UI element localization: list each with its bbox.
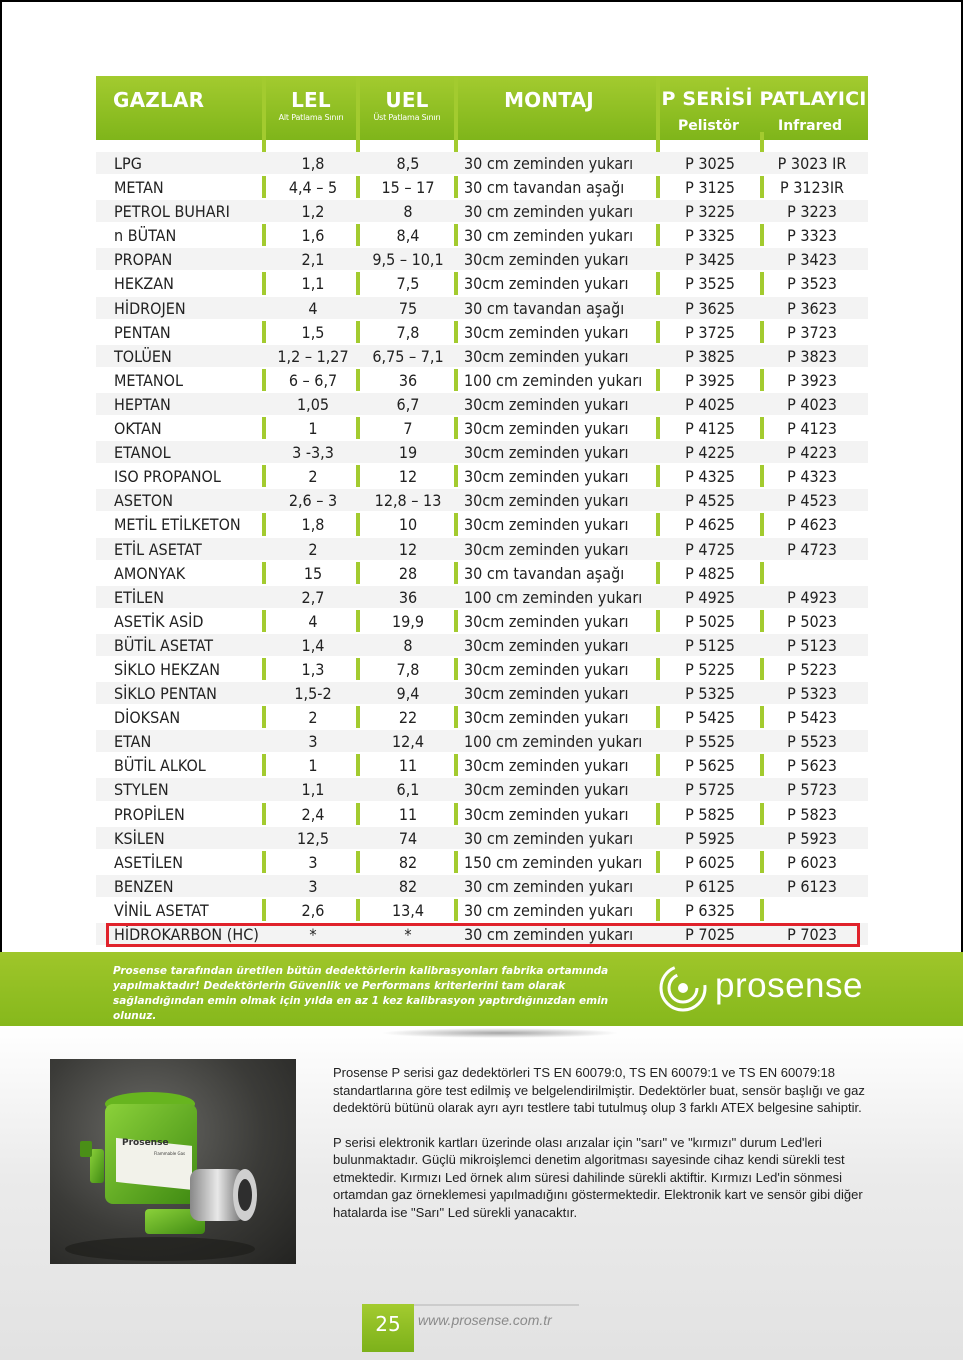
- cell-uel: 19,9: [391, 611, 425, 631]
- header-lel: [266, 76, 356, 140]
- cell-infrared: P 4923: [787, 587, 837, 607]
- cell-pelistor: P 4825: [685, 563, 735, 583]
- cell-pelistor: P 4525: [685, 491, 735, 511]
- cell-infrared: P 3323: [787, 226, 837, 246]
- table-row: [96, 634, 868, 658]
- cell-gas: ASETİK ASİD: [114, 611, 204, 631]
- cell-lel: 1,5: [301, 322, 325, 342]
- cell-lel: 3 -3,3: [292, 443, 334, 463]
- cell-infrared: P 4623: [787, 515, 837, 535]
- cell-lel: 2,6 – 3: [288, 491, 338, 511]
- cell-montaj: 30cm zeminden yukarı: [464, 659, 629, 679]
- cell-uel: 12,8 – 13: [374, 491, 442, 511]
- table-row: [96, 754, 868, 778]
- table-row: [96, 778, 868, 802]
- cell-uel: 82: [398, 876, 418, 896]
- cell-montaj: 30cm zeminden yukarı: [464, 539, 629, 559]
- cell-lel: 1,6: [301, 226, 325, 246]
- cell-montaj: 30cm zeminden yukarı: [464, 346, 629, 366]
- cell-infrared: P 4523: [787, 491, 837, 511]
- cell-montaj: 30 cm zeminden yukarı: [464, 154, 634, 173]
- cell-pelistor: P 4325: [685, 467, 735, 487]
- cell-montaj: 30cm zeminden yukarı: [464, 274, 629, 294]
- table-row: [96, 393, 868, 417]
- cell-gas: PROPİLEN: [114, 804, 185, 824]
- header-gazlar-label: GAZLAR: [113, 88, 205, 112]
- cell-lel: 2,4: [301, 804, 325, 824]
- cell-gas: BÜTİL ASETAT: [114, 635, 214, 655]
- cell-infrared: P 5123: [787, 635, 837, 655]
- table-row: [96, 875, 868, 899]
- cell-uel: *: [404, 925, 412, 944]
- table-row: [96, 369, 868, 393]
- cell-gas: METANOL: [114, 370, 184, 390]
- table-row: [96, 658, 868, 682]
- cell-montaj: 30cm zeminden yukarı: [464, 419, 629, 439]
- table-row: [96, 706, 868, 730]
- cell-pelistor: P 3925: [685, 370, 735, 390]
- cell-uel: 8: [403, 202, 413, 222]
- highlight-box: [106, 923, 860, 947]
- website-url[interactable]: www.prosense.com.tr: [418, 1312, 552, 1328]
- cell-infrared: P 5023: [787, 611, 837, 631]
- gas-table: [96, 76, 868, 944]
- cell-uel: 28: [398, 563, 418, 583]
- cell-pelistor: P 6025: [685, 852, 735, 872]
- cell-pelistor: P 5425: [685, 708, 735, 728]
- cell-infrared: P 3623: [787, 298, 837, 318]
- cell-lel: 4: [308, 611, 318, 631]
- cell-lel: 1,2: [301, 202, 325, 222]
- cell-infrared: P 4723: [787, 539, 837, 559]
- table-row: [96, 827, 868, 851]
- cell-gas: HEPTAN: [114, 394, 171, 414]
- cell-lel: 1,1: [301, 780, 325, 800]
- cell-infrared: P 4123: [787, 419, 837, 439]
- cell-infrared: P 3723: [787, 322, 837, 342]
- table-row: [96, 562, 868, 586]
- cell-gas: AMONYAK: [114, 563, 186, 583]
- cell-lel: 2: [308, 708, 318, 728]
- cell-pelistor: P 7025: [685, 925, 735, 944]
- cell-uel: 6,7: [396, 394, 420, 414]
- cell-uel: 22: [398, 708, 418, 728]
- cell-lel: 1,05: [296, 394, 330, 414]
- table-row: [96, 345, 868, 369]
- prosense-logo-icon: [655, 960, 713, 1016]
- cell-infrared: P 4323: [787, 467, 837, 487]
- cell-pelistor: P 5225: [685, 659, 735, 679]
- cell-pelistor: P 4125: [685, 419, 735, 439]
- cell-gas: ASETİLEN: [114, 852, 183, 872]
- cell-lel: 1,2 – 1,27: [277, 346, 349, 366]
- description-paragraph-2: P serisi elektronik kartları üzerinde olası arızalar için "sarı" ve "kırmızı" durum Led'leri bulunmaktadır. Güçlü mikroişlemci denetim algoritması sayesinde cihaz kendi sürekli test etmektedir. Kırmızı Led örnek alım süresi dahilinde sürekli aktiftir. Kırmızı Led'in sönmesi ortamdan gaz örneklemesi yapılmadığını göstermektedir. Elektronik kart ve sensör gibi diğer hatalarda ise "Sarı" Led sürekli yanacaktır.: [333, 1134, 863, 1220]
- product-description: [333, 1064, 893, 1238]
- cell-pelistor: P 3725: [685, 322, 735, 342]
- cell-lel: 15: [303, 563, 323, 583]
- cell-uel: 7,5: [396, 274, 420, 294]
- cell-montaj: 30cm zeminden yukarı: [464, 708, 629, 728]
- header-uel-label: UEL: [385, 88, 429, 112]
- cell-infrared: P 6123: [787, 876, 837, 896]
- product-photo: [50, 1059, 296, 1264]
- cell-lel: 3: [308, 732, 318, 752]
- cell-infrared: [762, 899, 862, 923]
- cell-pelistor: P 5125: [685, 635, 735, 655]
- cell-uel: 82: [398, 852, 418, 872]
- table-row: [96, 803, 868, 827]
- cell-lel: 2,7: [301, 587, 325, 607]
- cell-montaj: 30cm zeminden yukarı: [464, 756, 629, 776]
- cell-montaj: 30 cm tavandan aşağı: [464, 178, 625, 198]
- header-lel-label: LEL: [291, 88, 331, 112]
- cell-lel: 3: [308, 852, 318, 872]
- cell-montaj: 30cm zeminden yukarı: [464, 250, 629, 270]
- table-row: [96, 465, 868, 489]
- cell-gas: VİNİL ASETAT: [114, 900, 209, 920]
- cell-gas: METAN: [114, 178, 164, 198]
- cell-montaj: 30 cm zeminden yukarı: [464, 876, 634, 896]
- cell-lel: 1,1: [301, 274, 325, 294]
- table-row: [96, 272, 868, 296]
- cell-montaj: 30 cm zeminden yukarı: [464, 828, 634, 848]
- table-row: [96, 321, 868, 345]
- header-montaj: [458, 76, 656, 140]
- cell-lel: 4: [308, 298, 318, 318]
- cell-pelistor: P 3525: [685, 274, 735, 294]
- cell-gas: SİKLO HEKZAN: [114, 659, 220, 679]
- header-p-series-label: P SERİSİ PATLAYICI: [661, 88, 867, 110]
- cell-uel: 36: [398, 587, 418, 607]
- cell-lel: 12,5: [296, 828, 330, 848]
- cell-uel: 36: [398, 370, 418, 390]
- cell-gas: BENZEN: [114, 876, 174, 896]
- cell-montaj: 30cm zeminden yukarı: [464, 635, 629, 655]
- calibration-banner: [0, 952, 963, 1026]
- cell-uel: 6,75 – 7,1: [372, 346, 444, 366]
- header-pelistor: Pelistör: [678, 118, 739, 134]
- cell-gas: PENTAN: [114, 322, 171, 342]
- cell-montaj: 30 cm tavandan aşağı: [464, 563, 625, 583]
- cell-pelistor: P 5325: [685, 684, 735, 704]
- header-uel: [360, 76, 454, 140]
- cell-infrared: P 5823: [787, 804, 837, 824]
- cell-pelistor: P 3425: [685, 250, 735, 270]
- table-row: [96, 513, 868, 537]
- description-paragraph-1: Prosense P serisi gaz dedektörleri TS EN 60079:0, TS EN 60079:1 ve TS EN 60079:18 standartlarına göre test edilmiş ve belgelendirilmiştir. Dedektörler buat, sensör başlığı ve gaz dedektörü bütünü olarak ayrı ayrı testlere tabi tutulmuş olup 3 farklı ATEX belgesine sahiptir.: [333, 1065, 865, 1115]
- cell-gas: LPG: [114, 154, 142, 173]
- cell-uel: 8,4: [396, 226, 420, 246]
- cell-montaj: 30 cm zeminden yukarı: [464, 900, 634, 920]
- table-row: [96, 297, 868, 321]
- cell-pelistor: P 3025: [685, 154, 735, 173]
- cell-uel: 74: [398, 828, 418, 848]
- section-shadow: [380, 1028, 620, 1038]
- cell-gas: METİL ETİLKETON: [114, 515, 241, 535]
- cell-pelistor: P 3825: [685, 346, 735, 366]
- cell-lel: *: [309, 925, 317, 944]
- cell-uel: 11: [398, 804, 418, 824]
- cell-uel: 12: [398, 467, 418, 487]
- cell-uel: 12: [398, 539, 418, 559]
- cell-infrared: P 3823: [787, 346, 837, 366]
- cell-uel: 10: [398, 515, 418, 535]
- cell-montaj: 150 cm zeminden yukarı: [464, 852, 643, 872]
- cell-lel: 2,6: [301, 900, 325, 920]
- cell-pelistor: P 3125: [685, 178, 735, 198]
- table-row: [96, 489, 868, 513]
- cell-pelistor: P 4925: [685, 587, 735, 607]
- cell-infrared: P 6023: [787, 852, 837, 872]
- cell-gas: ASETON: [114, 491, 173, 511]
- cell-uel: 19: [398, 443, 418, 463]
- table-row: [96, 441, 868, 465]
- cell-gas: OKTAN: [114, 419, 162, 439]
- cell-pelistor: P 5725: [685, 780, 735, 800]
- cell-montaj: 30cm zeminden yukarı: [464, 322, 629, 342]
- cell-pelistor: P 4725: [685, 539, 735, 559]
- table-row: [96, 248, 868, 272]
- cell-gas: HİDROJEN: [114, 298, 186, 318]
- cell-uel: 6,1: [396, 780, 420, 800]
- cell-montaj: 100 cm zeminden yukarı: [464, 587, 643, 607]
- cell-lel: 1,4: [301, 635, 325, 655]
- cell-lel: 2: [308, 539, 318, 559]
- cell-montaj: 30 cm zeminden yukarı: [464, 226, 634, 246]
- cell-pelistor: P 4225: [685, 443, 735, 463]
- cell-lel: 1,5-2: [294, 684, 332, 704]
- gas-detector-illustration: [50, 1059, 296, 1264]
- cell-montaj: 30cm zeminden yukarı: [464, 394, 629, 414]
- cell-gas: TOLÜEN: [114, 346, 172, 366]
- table-row: [96, 224, 868, 248]
- cell-montaj: 30cm zeminden yukarı: [464, 684, 629, 704]
- cell-infrared: P 5523: [787, 732, 837, 752]
- table-row: [96, 176, 868, 200]
- cell-uel: 7,8: [396, 659, 420, 679]
- cell-infrared: P 3023 IR: [777, 154, 847, 173]
- cell-lel: 2,1: [301, 250, 325, 270]
- table-body: [96, 152, 868, 947]
- cell-gas: KSİLEN: [114, 828, 165, 848]
- cell-infrared: P 5723: [787, 780, 837, 800]
- cell-pelistor: P 5925: [685, 828, 735, 848]
- cell-lel: 1,8: [301, 515, 325, 535]
- cell-infrared: P 5423: [787, 708, 837, 728]
- table-row: [96, 586, 868, 610]
- device-label-product: Flammable Gas: [154, 1151, 186, 1156]
- cell-gas: HEKZAN: [114, 274, 174, 294]
- prosense-logo: [655, 960, 863, 1016]
- cell-gas: DİOKSAN: [114, 708, 181, 728]
- cell-uel: 12,4: [391, 732, 425, 752]
- cell-gas: ETİL ASETAT: [114, 539, 202, 559]
- cell-lel: 3: [308, 876, 318, 896]
- cell-lel: 2: [308, 467, 318, 487]
- table-row: [96, 538, 868, 562]
- cell-lel: 6 – 6,7: [288, 370, 338, 390]
- table-row: [96, 417, 868, 441]
- cell-lel: 4,4 – 5: [288, 178, 338, 198]
- cell-montaj: 30 cm zeminden yukarı: [464, 202, 634, 222]
- cell-infrared: P 5223: [787, 659, 837, 679]
- header-lel-sub: Alt Patlama Sınırı: [278, 113, 344, 122]
- cell-gas: PROPAN: [114, 250, 173, 270]
- cell-montaj: 30cm zeminden yukarı: [464, 611, 629, 631]
- cell-pelistor: P 5825: [685, 804, 735, 824]
- cell-gas: ETANOL: [114, 443, 171, 463]
- page-number: 25: [362, 1304, 414, 1352]
- cell-infrared: P 7023: [787, 925, 837, 944]
- cell-infrared: P 5323: [787, 684, 837, 704]
- header-uel-sub: Üst Patlama Sınırı: [373, 113, 441, 122]
- calibration-note: Prosense tarafından üretilen bütün dedektörlerin kalibrasyonları fabrika ortamında yapılmaktadır! Dedektörlerin Güvenlik ve Performans kriterlerini tam olarak sağlandığından emin olmak için yılda en az 1 kez kalibrasyon yaptırdığınızdan emin olunuz.: [113, 965, 609, 1022]
- cell-infrared: P 5623: [787, 756, 837, 776]
- cell-infrared: [762, 562, 862, 586]
- cell-montaj: 100 cm zeminden yukarı: [464, 732, 643, 752]
- cell-infrared: P 3223: [787, 202, 837, 222]
- cell-pelistor: P 3625: [685, 298, 735, 318]
- cell-uel: 7: [403, 419, 413, 439]
- cell-gas: STYLEN: [114, 780, 169, 800]
- cell-lel: 1,3: [301, 659, 325, 679]
- header-p-series: [660, 76, 868, 140]
- table-row: [96, 152, 868, 176]
- cell-uel: 75: [398, 298, 418, 318]
- cell-infrared: P 3423: [787, 250, 837, 270]
- cell-infrared: P 5923: [787, 828, 837, 848]
- table-row: [96, 200, 868, 224]
- cell-gas: ISO PROPANOL: [114, 467, 221, 487]
- cell-montaj: 30 cm tavandan aşağı: [464, 298, 625, 318]
- cell-pelistor: P 4025: [685, 394, 735, 414]
- cell-pelistor: P 5525: [685, 732, 735, 752]
- cell-gas: SİKLO PENTAN: [114, 684, 217, 704]
- cell-uel: 7,8: [396, 322, 420, 342]
- cell-montaj: 100 cm zeminden yukarı: [464, 370, 643, 390]
- table-row: [96, 851, 868, 875]
- cell-gas: HİDROKARBON (HC): [114, 925, 259, 944]
- cell-pelistor: P 3225: [685, 202, 735, 222]
- cell-gas: n BÜTAN: [114, 226, 177, 246]
- cell-montaj: 30cm zeminden yukarı: [464, 515, 629, 535]
- cell-uel: 9,4: [396, 684, 420, 704]
- cell-uel: 8: [403, 635, 413, 655]
- table-header: [96, 76, 868, 140]
- cell-gas: ETİLEN: [114, 587, 164, 607]
- cell-montaj: 30cm zeminden yukarı: [464, 443, 629, 463]
- cell-pelistor: P 6325: [685, 900, 735, 920]
- cell-pelistor: P 5025: [685, 611, 735, 631]
- table-row: [96, 730, 868, 754]
- cell-lel: 1,8: [301, 154, 325, 173]
- cell-infrared: P 4223: [787, 443, 837, 463]
- cell-infrared: P 3523: [787, 274, 837, 294]
- cell-pelistor: P 3325: [685, 226, 735, 246]
- cell-montaj: 30cm zeminden yukarı: [464, 467, 629, 487]
- cell-uel: 11: [398, 756, 418, 776]
- cell-montaj: 30cm zeminden yukarı: [464, 491, 629, 511]
- cell-gas: PETROL BUHARI: [114, 202, 230, 222]
- table-row: [96, 682, 868, 706]
- cell-montaj: 30 cm zeminden yukarı: [464, 925, 634, 944]
- cell-infrared: P 3123IR: [779, 178, 845, 198]
- cell-pelistor: P 5625: [685, 756, 735, 776]
- footer-divider: [414, 1304, 579, 1306]
- cell-uel: 8,5: [396, 154, 420, 173]
- header-infrared: Infrared: [778, 118, 843, 134]
- prosense-logo-text: prosense: [715, 966, 863, 1005]
- cell-lel: 1: [308, 756, 318, 776]
- cell-pelistor: P 4625: [685, 515, 735, 535]
- cell-pelistor: P 6125: [685, 876, 735, 896]
- cell-gas: ETAN: [114, 732, 152, 752]
- device-label-text: Prosense: [122, 1138, 169, 1148]
- header-montaj-label: MONTAJ: [504, 88, 594, 112]
- cell-infrared: P 3923: [787, 370, 837, 390]
- cell-infrared: P 4023: [787, 394, 837, 414]
- cell-montaj: 30cm zeminden yukarı: [464, 804, 629, 824]
- table-row: [96, 899, 868, 923]
- cell-gas: BÜTİL ALKOL: [114, 756, 206, 776]
- header-gazlar: [96, 76, 262, 140]
- table-row: [96, 610, 868, 634]
- cell-lel: 1: [308, 419, 318, 439]
- cell-uel: 9,5 – 10,1: [372, 250, 444, 270]
- cell-uel: 15 – 17: [381, 178, 435, 198]
- cell-uel: 13,4: [391, 900, 425, 920]
- cell-montaj: 30cm zeminden yukarı: [464, 780, 629, 800]
